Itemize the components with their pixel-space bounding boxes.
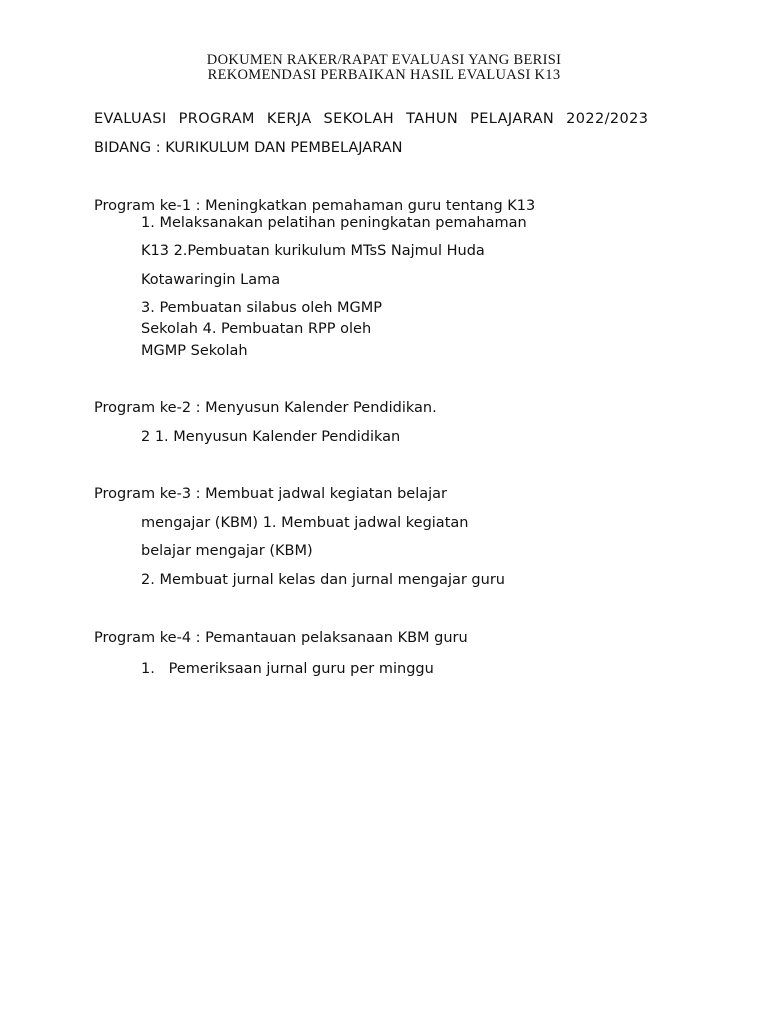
field-label: BIDANG : KURIKULUM DAN PEMBELAJARAN bbox=[94, 140, 403, 156]
program-3-line: belajar mengajar (KBM) bbox=[141, 543, 313, 559]
program-4-line: 1. Pemeriksaan jurnal guru per minggu bbox=[141, 661, 434, 677]
program-1-heading: Program ke-1 : Meningkatkan pemahaman guru tentang K13 bbox=[94, 198, 536, 214]
document-header-line-1: DOKUMEN RAKER/RAPAT EVALUASI YANG BERISI bbox=[206, 52, 562, 68]
program-3-line: mengajar (KBM) 1. Membuat jadwal kegiatan bbox=[141, 515, 469, 531]
program-1-line: K13 2.Pembuatan kurikulum MTsS Najmul Huda bbox=[141, 243, 485, 259]
program-1-line: 3. Pembuatan silabus oleh MGMP bbox=[141, 300, 383, 316]
document-header-line-2: REKOMENDASI PERBAIKAN HASIL EVALUASI K13 bbox=[207, 67, 561, 83]
program-1-line: 1. Melaksanakan pelatihan peningkatan pemahaman bbox=[141, 215, 527, 231]
program-1-line: MGMP Sekolah bbox=[141, 343, 248, 359]
program-3-heading: Program ke-3 : Membuat jadwal kegiatan belajar bbox=[94, 486, 447, 502]
program-4-heading: Program ke-4 : Pemantauan pelaksanaan KBM guru bbox=[94, 630, 468, 646]
program-2-line: 2 1. Menyusun Kalender Pendidikan bbox=[141, 429, 401, 445]
program-2-heading: Program ke-2 : Menyusun Kalender Pendidikan. bbox=[94, 400, 437, 416]
program-3-line: 2. Membuat jurnal kelas dan jurnal mengajar guru bbox=[141, 572, 505, 588]
program-1-line: Kotawaringin Lama bbox=[141, 272, 281, 288]
evaluation-title: EVALUASI PROGRAM KERJA SEKOLAH TAHUN PELAJARAN 2022/2023 bbox=[94, 111, 649, 127]
program-1-line: Sekolah 4. Pembuatan RPP oleh bbox=[141, 321, 372, 337]
